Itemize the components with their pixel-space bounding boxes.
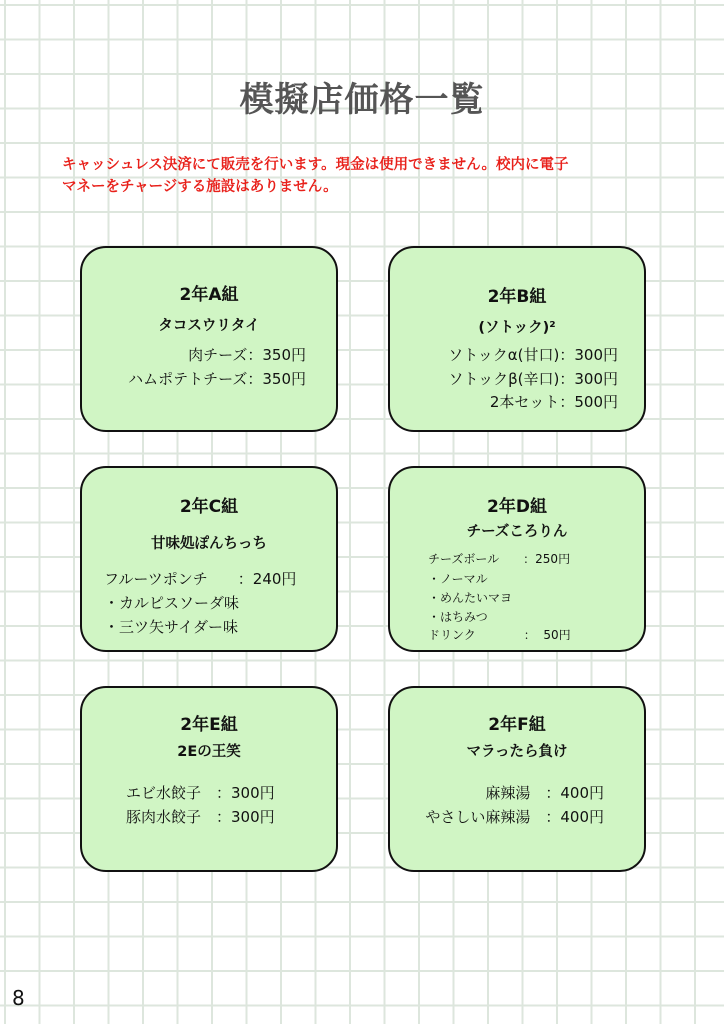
price-card-2f: [388, 686, 646, 872]
class-name: 2年C組: [179, 497, 239, 517]
menu-item: フルーツポンチ ：240円: [104, 570, 297, 588]
shop-name: タコスウリタイ: [158, 318, 260, 334]
class-name: 2年E組: [180, 715, 238, 735]
menu-item: ドリンク ： 50円: [428, 628, 571, 642]
menu-item: ハムポテトチーズ：350円: [128, 370, 306, 388]
price-card-2e: [80, 686, 338, 872]
page-number: 8: [12, 986, 25, 1010]
menu-item: 2本セット：500円: [489, 393, 618, 411]
menu-item: エビ水餃子 ：300円: [126, 784, 275, 802]
shop-name: (ソトック)²: [478, 320, 556, 336]
notice-line-2: マネーをチャージする施設はありません。: [62, 179, 338, 195]
menu-item: 麻辣湯 ：400円: [485, 784, 604, 802]
class-name: 2年A組: [179, 285, 239, 305]
menu-item: 豚肉水餃子 ：300円: [126, 808, 275, 826]
menu-item: やさしい麻辣湯 ：400円: [425, 808, 604, 826]
menu-item: ・カルピスソーダ味: [104, 594, 240, 612]
cashless-notice: [62, 154, 682, 198]
menu-item: ・はちみつ: [428, 610, 488, 624]
class-name: 2年D組: [487, 497, 547, 517]
menu-item: チーズボール ：250円: [428, 552, 571, 566]
shop-name: 甘味処ぽんちっち: [151, 536, 267, 552]
menu-item: ・ノーマル: [428, 572, 488, 586]
notice-line-1: キャッシュレス決済にて販売を行います。現金は使用できません。校内に電子: [62, 157, 569, 173]
price-card-2b: [388, 246, 646, 432]
menu-item: ・三ツ矢サイダー味: [104, 618, 238, 636]
class-name: 2年B組: [487, 287, 547, 307]
menu-item: ソトックα(甘口)：300円: [448, 346, 618, 364]
shop-name: 2Eの王笑: [177, 744, 241, 760]
menu-item: 肉チーズ：350円: [188, 346, 306, 364]
price-card-2c: [80, 466, 338, 652]
shop-name: チーズころりん: [466, 524, 568, 540]
class-name: 2年F組: [488, 715, 546, 735]
shop-name: マラったら負け: [466, 744, 568, 760]
page-title: 模擬店価格一覧: [239, 80, 485, 120]
price-card-2a: [80, 246, 338, 432]
menu-item: ソトックβ(辛口)：300円: [448, 370, 618, 388]
price-card-2d: [388, 466, 646, 652]
menu-item: ・めんたいマヨ: [428, 591, 513, 605]
